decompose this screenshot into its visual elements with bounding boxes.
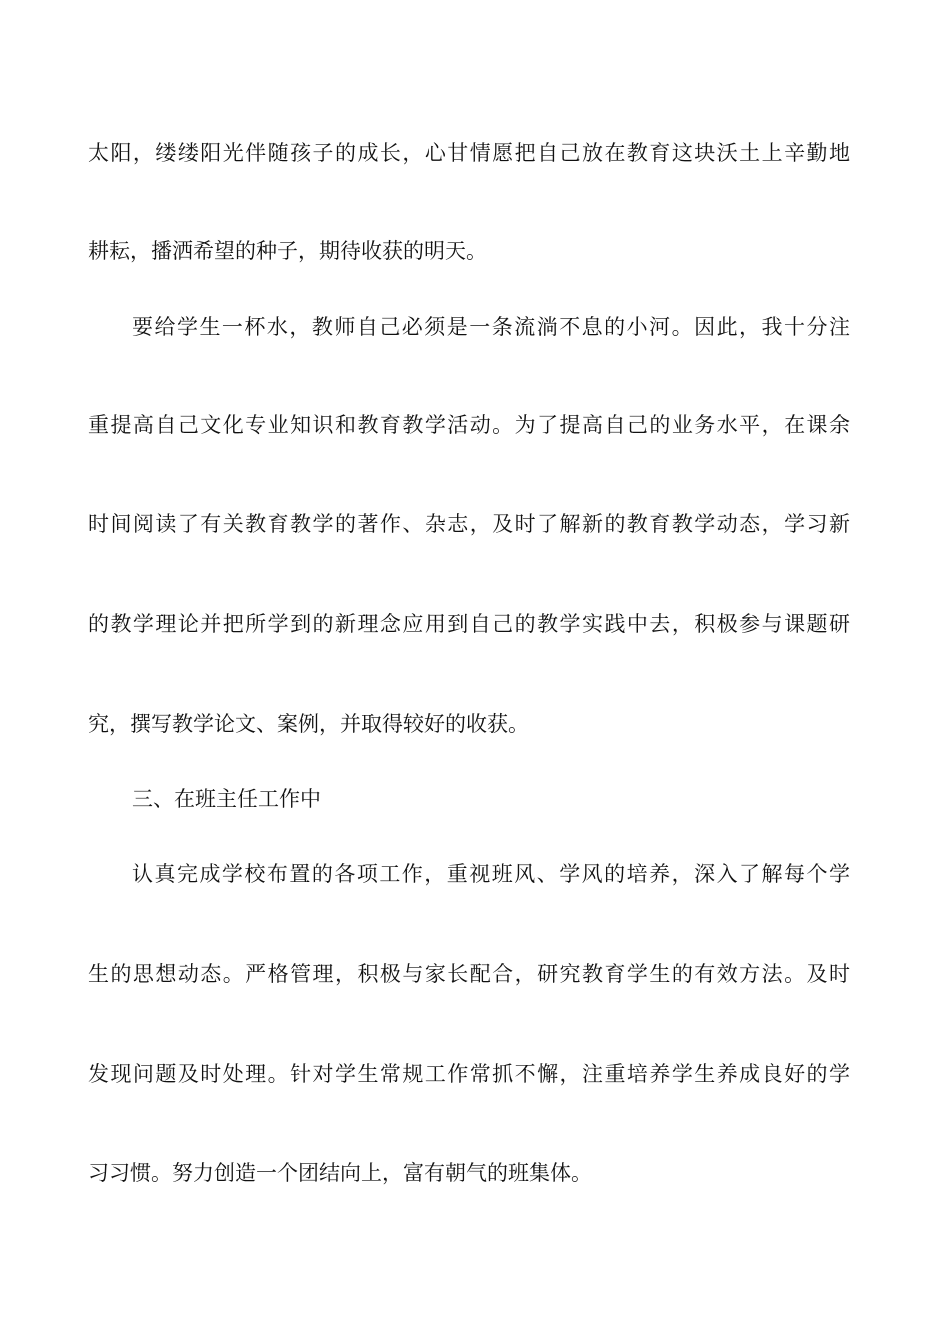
text-line-10: 生的思想动态。严格管理，积极与家长配合，研究教育学生的有效方法。及时 (88, 962, 850, 986)
text-line-7: 究，撰写教学论文、案例，并取得较好的收获。 (88, 712, 529, 736)
text-line-4: 重提高自己文化专业知识和教育教学活动。为了提高自己的业务水平，在课余 (88, 413, 850, 437)
text-line-2: 耕耘，播洒希望的种子，期待收获的明天。 (88, 239, 487, 263)
section-heading: 三、在班主任工作中 (132, 787, 321, 811)
text-line-5: 时间阅读了有关教育教学的著作、杂志，及时了解新的教育教学动态，学习新 (88, 512, 850, 536)
text-line-1: 太阳，缕缕阳光伴随孩子的成长，心甘情愿把自己放在教育这块沃土上辛勤地 (88, 141, 850, 165)
text-line-6: 的教学理论并把所学到的新理念应用到自己的教学实践中去，积极参与课题研 (88, 612, 850, 636)
text-line-3: 要给学生一杯水，教师自己必须是一条流淌不息的小河。因此，我十分注 (132, 315, 850, 339)
text-line-12: 习习惯。努力创造一个团结向上，富有朝气的班集体。 (88, 1161, 592, 1185)
text-line-11: 发现问题及时处理。针对学生常规工作常抓不懈，注重培养学生养成良好的学 (88, 1062, 850, 1086)
text-line-9: 认真完成学校布置的各项工作，重视班风、学风的培养，深入了解每个学 (132, 862, 850, 886)
